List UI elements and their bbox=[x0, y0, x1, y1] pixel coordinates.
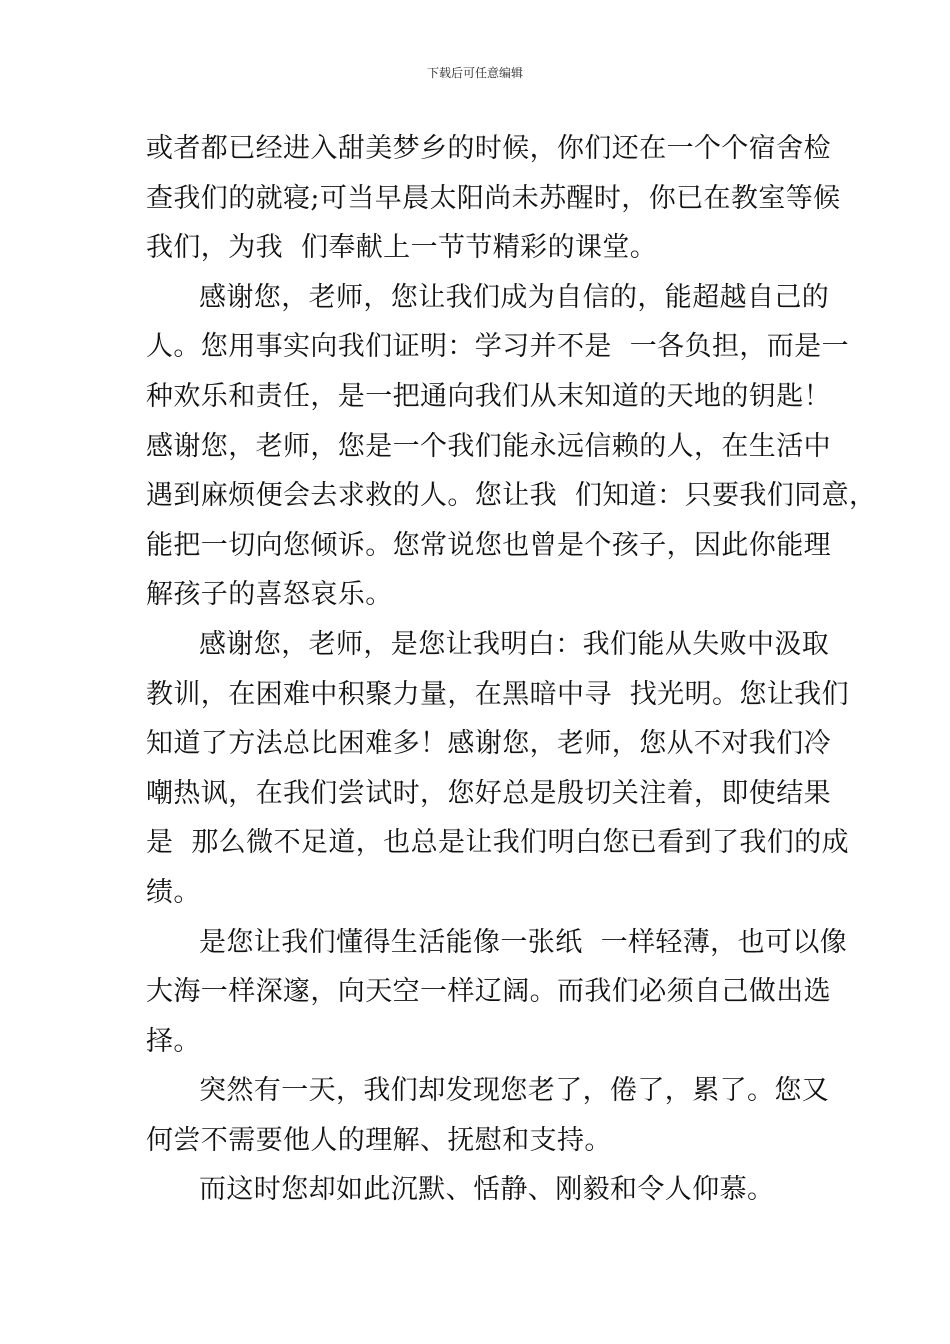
paragraph-5 bbox=[146, 1066, 830, 1165]
text-line: 何尝不需要他人的理解、抚慰和支持。 bbox=[146, 1124, 612, 1156]
paragraph-2 bbox=[146, 273, 877, 620]
text-line: 查我们的就寝;可当早晨太阳尚未苏醒时，你已在教室等候 bbox=[146, 182, 841, 214]
text-line: 或者都已经进入甜美梦乡的时候，你们还在一个个宿舍检 bbox=[146, 133, 831, 164]
text-line: 突然有一天，我们却发现您老了，倦了，累了。您又 bbox=[199, 1075, 830, 1107]
paragraph-6 bbox=[146, 1165, 826, 1215]
page-header: 下载后可任意编辑 bbox=[426, 66, 523, 80]
text-line: 嘲热讽，在我们尝试时，您好总是殷切关注着，即使结果 bbox=[146, 777, 831, 809]
text-line: 种欢乐和责任，是一把通向我们从末知道的天地的钥匙！ bbox=[146, 380, 831, 412]
paragraph-1 bbox=[146, 124, 841, 273]
text-line: 绩。 bbox=[146, 876, 201, 908]
paragraph-4 bbox=[146, 918, 848, 1067]
text-line: 是 那么微不足道，也总是让我们明白您已看到了我们的成 bbox=[146, 827, 849, 859]
text-line: 大海一样深邃，向天空一样辽阔。而我们必须自己做出选 bbox=[146, 976, 831, 1008]
text-line: 而这时您却如此沉默、恬静、刚毅和令人仰慕。 bbox=[199, 1174, 775, 1206]
text-line: 感谢您，老师，是您让我明白：我们能从失败中汲取 bbox=[199, 628, 830, 660]
document-body bbox=[146, 124, 877, 1215]
text-line: 我们，为我 们奉献上一节节精彩的课堂。 bbox=[146, 232, 658, 264]
text-line: 感谢您，老师，您是一个我们能永远信赖的人，在生活中 bbox=[146, 430, 831, 462]
paragraph-3 bbox=[146, 620, 849, 918]
text-line: 教训，在困难中积聚力量，在黑暗中寻 找光明。您让我们 bbox=[146, 678, 849, 710]
text-line: 感谢您，老师，您让我们成为自信的，能超越自己的 bbox=[199, 281, 830, 313]
text-line: 人。您用事实向我们证明：学习并不是 一各负担，而是一 bbox=[146, 331, 849, 363]
text-line: 知道了方法总比困难多！感谢您，老师，您从不对我们冷 bbox=[146, 728, 831, 760]
text-line: 择。 bbox=[146, 1025, 201, 1057]
text-line: 是您让我们懂得生活能像一张纸 一样轻薄，也可以像 bbox=[199, 926, 848, 958]
text-line: 能把一切向您倾诉。您常说您也曾是个孩子，因此你能理 bbox=[146, 529, 831, 561]
text-line: 解孩子的喜怒哀乐。 bbox=[146, 579, 393, 611]
text-line: 遇到麻烦便会去求救的人。您让我 们知道：只要我们同意， bbox=[146, 480, 877, 512]
